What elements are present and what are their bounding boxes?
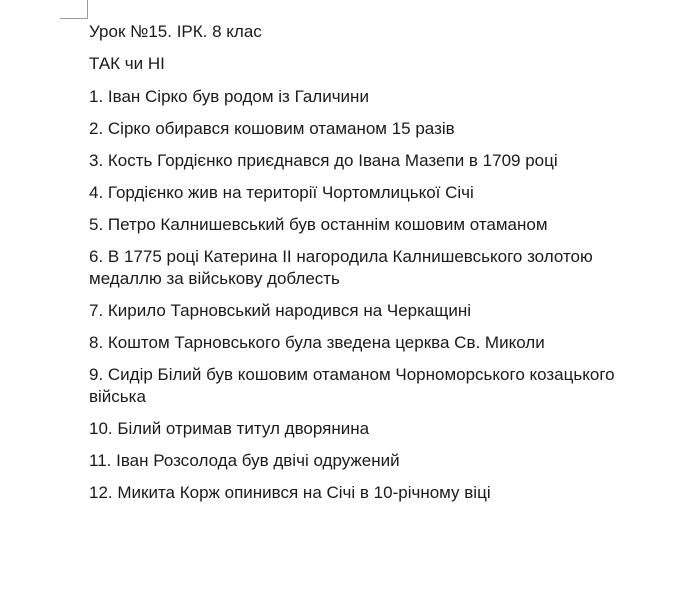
- list-item: 7. Кирило Тарновський народився на Черкащині: [89, 301, 472, 320]
- page-corner-mark: [60, 0, 88, 19]
- list-item: 11. Іван Розсолода був двічі одружений: [89, 451, 400, 470]
- document-subtitle: ТАК чи НІ: [89, 54, 165, 73]
- list-item: 3. Кость Гордієнко приєднався до Івана Мазепи в 1709 році: [89, 151, 558, 170]
- list-item: 8. Коштом Тарновського була зведена церква Св. Миколи: [89, 333, 545, 352]
- list-item: 2. Сірко обирався кошовим отаманом 15 разів: [89, 119, 455, 138]
- list-item: 12. Микита Корж опинився на Січі в 10-річному віці: [89, 483, 491, 502]
- document-body: [89, 21, 664, 514]
- list-item: 9. Сидір Білий був кошовим отаманом Чорноморського козацького війська: [89, 365, 615, 406]
- list-item: 6. В 1775 році Катерина II нагородила Калнишевського золотою медаллю за військову доблесть: [89, 247, 593, 288]
- list-item: 10. Білий отримав титул дворянина: [89, 419, 370, 438]
- list-item: 4. Гордієнко жив на території Чортомлицької Січі: [89, 183, 474, 202]
- document-title: Урок №15. ІРК. 8 клас: [89, 22, 262, 41]
- list-item: 5. Петро Калнишевський був останнім кошовим отаманом: [89, 215, 548, 234]
- list-item: 1. Іван Сірко був родом із Галичини: [89, 87, 369, 106]
